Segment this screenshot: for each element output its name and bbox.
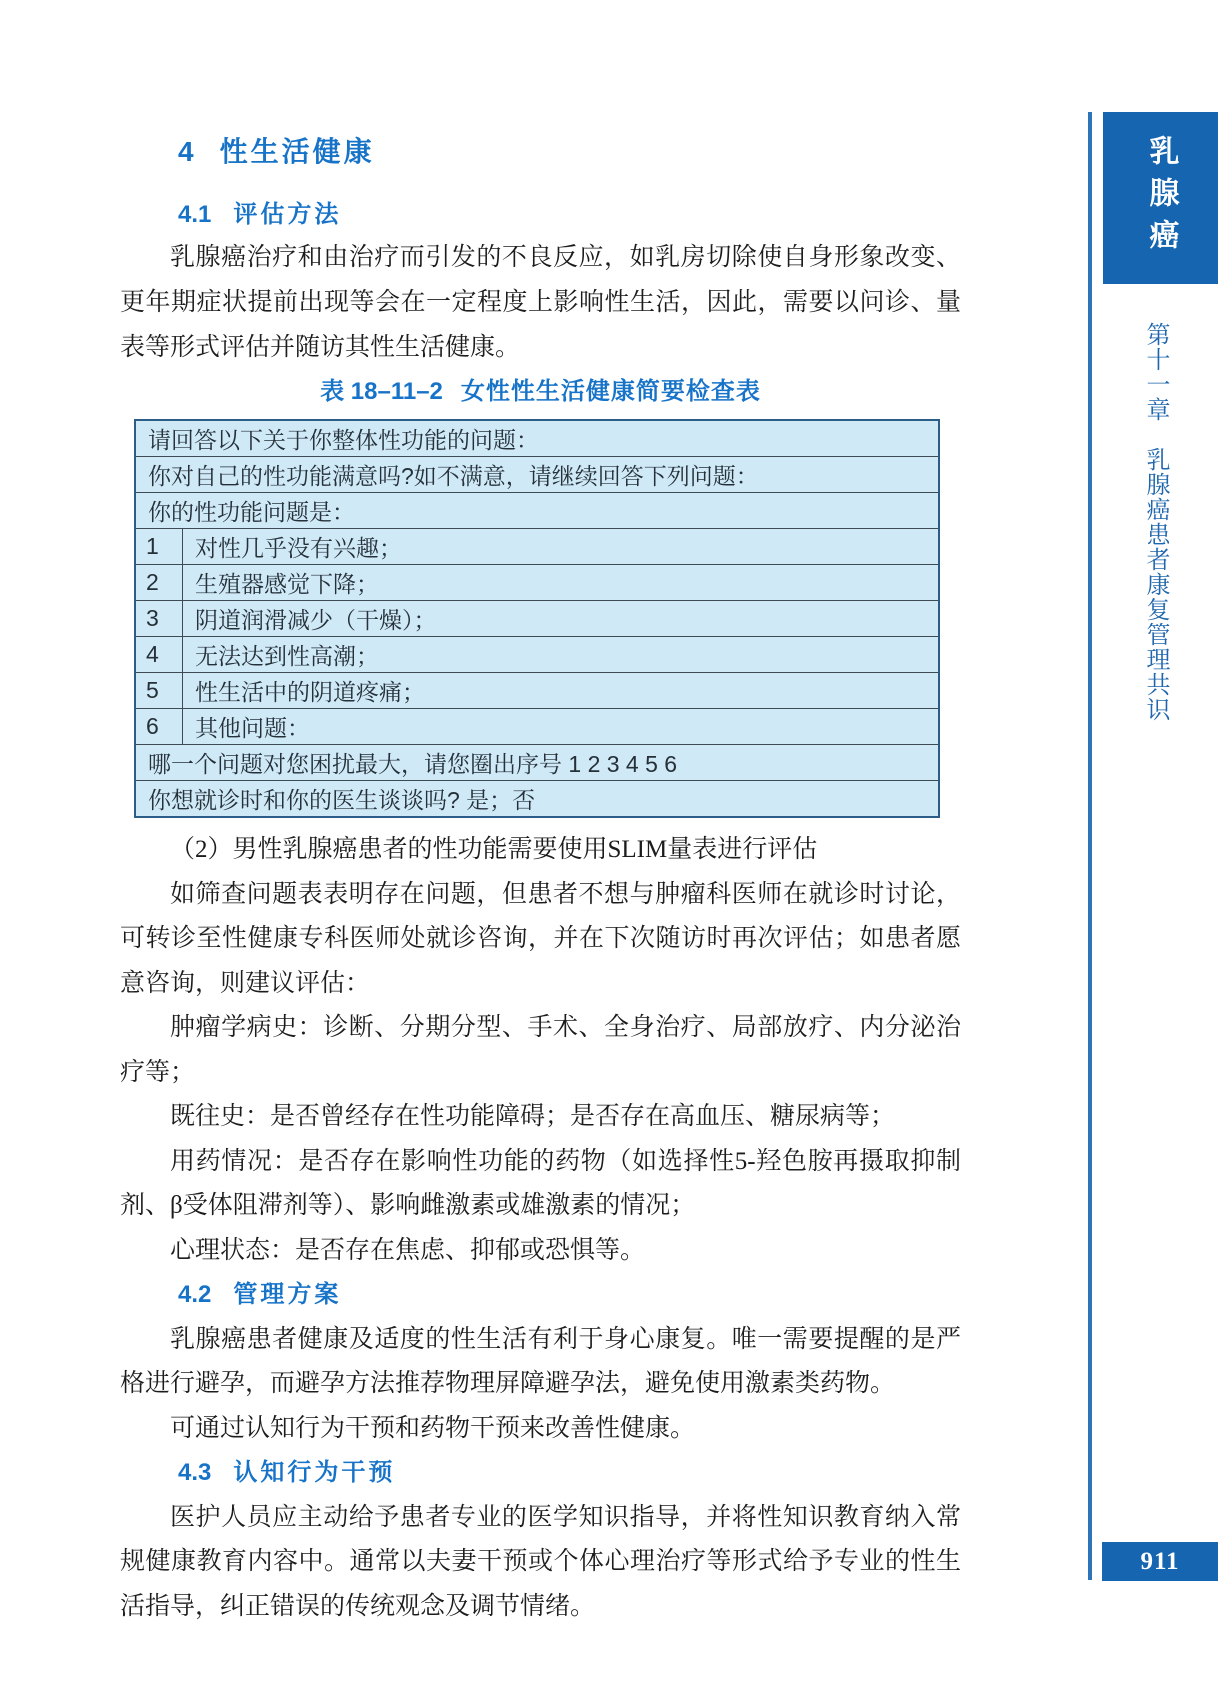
table-row xyxy=(135,420,939,457)
item-text: 生殖器感觉下降； xyxy=(183,565,940,601)
chapter-tab-label: 乳腺癌 xyxy=(1144,135,1178,261)
item-number: 4 xyxy=(135,637,183,673)
table-caption-title: 女性性生活健康简要检查表 xyxy=(460,378,761,405)
checklist-table xyxy=(134,419,940,818)
paragraph-medication: 用药情况：是否存在影响性功能的药物（如选择性5-羟色胺再摄取抑制剂、β受体阻滞剂等）、影响雌激素或雄激素的情况； xyxy=(120,1147,961,1219)
table-caption xyxy=(120,372,961,412)
subsection-heading-43 xyxy=(178,1451,961,1496)
paragraph-management: 乳腺癌患者健康及适度的性生活有利于身心康复。唯一需要提醒的是严格进行避孕，而避孕方法推荐物理屏障避孕法，避免使用激素类药物。 xyxy=(120,1325,961,1397)
table-row xyxy=(135,529,939,565)
item-text: 对性几乎没有兴趣； xyxy=(183,529,940,565)
body-text-block xyxy=(120,828,961,1629)
subsection-41-number: 4.1 xyxy=(178,201,212,228)
item-number: 5 xyxy=(135,673,183,709)
table-row xyxy=(135,457,939,493)
paragraph-cbt: 医护人员应主动给予患者专业的医学知识指导，并将性知识教育纳入常规健康教育内容中。通常以夫妻干预或个体心理治疗等形式给予专业的性生活指导，纠正错误的传统观念及调节情绪。 xyxy=(120,1503,961,1620)
subsection-41-title: 评估方法 xyxy=(233,201,342,228)
subsection-heading-41 xyxy=(178,195,961,235)
paragraph-past-history: 既往史：是否曾经存在性功能障碍；是否存在高血压、糖尿病等； xyxy=(170,1103,896,1130)
item-text: 无法达到性高潮； xyxy=(183,637,940,673)
table-cell: 请回答以下关于你整体性功能的问题： xyxy=(135,420,939,457)
subsection-heading-42 xyxy=(178,1273,961,1318)
table-row xyxy=(135,565,939,601)
table-row xyxy=(135,637,939,673)
item-number: 1 xyxy=(135,529,183,565)
section-heading xyxy=(178,132,961,172)
page-number: 911 xyxy=(1140,1547,1180,1575)
sidebar-rule xyxy=(1088,112,1092,1580)
section-number: 4 xyxy=(178,136,194,167)
item-text: 阴道润滑减少（干燥）； xyxy=(183,601,940,637)
chapter-title-vertical: 第十一章 乳腺癌患者康复管理共识 xyxy=(1142,322,1168,722)
table-cell: 你对自己的性功能满意吗?如不满意，请继续回答下列问题： xyxy=(135,457,939,493)
table-row xyxy=(135,493,939,529)
paragraph-male-note: （2）男性乳腺癌患者的性功能需要使用SLIM量表进行评估 xyxy=(170,836,818,863)
subsection-42-title: 管理方案 xyxy=(233,1281,342,1308)
chapter-tab xyxy=(1103,112,1218,284)
item-number: 3 xyxy=(135,601,183,637)
paragraph-referral: 如筛查问题表表明存在问题，但患者不想与肿瘤科医师在就诊时讨论，可转诊至性健康专科医师处就诊咨询，并在下次随访时再次评估；如患者愿意咨询，则建议评估： xyxy=(120,880,961,997)
table-cell: 你的性功能问题是： xyxy=(135,493,939,529)
table-row xyxy=(135,745,939,781)
table-row xyxy=(135,601,939,637)
subsection-43-number: 4.3 xyxy=(178,1459,212,1486)
subsection-43-title: 认知行为干预 xyxy=(233,1459,396,1486)
item-number: 2 xyxy=(135,565,183,601)
section-title: 性生活健康 xyxy=(219,136,375,167)
table-cell: 哪一个问题对您困扰最大，请您圈出序号 1 2 3 4 5 6 xyxy=(135,745,939,781)
item-text: 性生活中的阴道疼痛； xyxy=(183,673,940,709)
subsection-42-number: 4.2 xyxy=(178,1281,212,1308)
table-cell: 你想就诊时和你的医生谈谈吗? 是；否 xyxy=(135,781,939,818)
table-row xyxy=(135,673,939,709)
item-number: 6 xyxy=(135,709,183,745)
paragraph-oncology-history: 肿瘤学病史：诊断、分期分型、手术、全身治疗、局部放疗、内分泌治疗等； xyxy=(120,1014,961,1086)
table-row xyxy=(135,709,939,745)
table-caption-number: 表 18–11–2 xyxy=(320,378,443,405)
paragraph-improve: 可通过认知行为干预和药物干预来改善性健康。 xyxy=(170,1414,696,1442)
item-text: 其他问题： xyxy=(183,709,940,745)
page-number-badge xyxy=(1102,1542,1218,1581)
paragraph-intro: 乳腺癌治疗和由治疗而引发的不良反应，如乳房切除使自身形象改变、更年期症状提前出现等会在一定程度上影响性生活，因此，需要以问诊、量表等形式评估并随访其性生活健康。 xyxy=(120,244,961,361)
paragraph-psych-state: 心理状态：是否存在焦虑、抑郁或恐惧等。 xyxy=(170,1236,646,1264)
main-content xyxy=(120,120,961,1629)
table-row xyxy=(135,781,939,818)
